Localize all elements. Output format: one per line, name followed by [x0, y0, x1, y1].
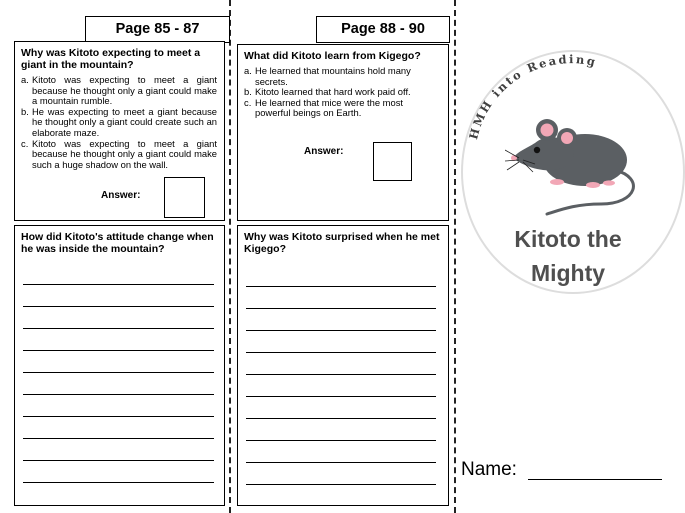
question-box-2 — [14, 225, 225, 506]
question-box-3 — [237, 44, 449, 221]
writing-line[interactable] — [23, 394, 214, 395]
option-b: b. He was expecting to meet a giant because he thought only a giant could create such an elaborate maze. — [21, 105, 217, 138]
book-title-line-1: Kitoto the — [514, 226, 622, 252]
writing-line[interactable] — [23, 284, 214, 285]
question-text: How did Kitoto's attitude change when he was inside the mountain? — [21, 231, 214, 255]
book-title-line-2: Mighty — [530, 260, 606, 286]
answer-box[interactable] — [373, 142, 412, 181]
option-c: c. He learned that mice were the most powerful beings on Earth. — [244, 96, 403, 119]
writing-line[interactable] — [23, 416, 214, 417]
writing-line[interactable] — [246, 484, 436, 485]
writing-line[interactable] — [246, 440, 436, 441]
writing-line[interactable] — [23, 306, 214, 307]
mouse-illustration — [505, 108, 645, 218]
option-c: c. Kitoto was expecting to meet a giant because he thought only a giant could make such a huge shadow on the wall. — [21, 137, 217, 170]
writing-line[interactable] — [23, 372, 214, 373]
question-text: What did Kitoto learn from Kigego? — [244, 50, 421, 62]
writing-line[interactable] — [246, 374, 436, 375]
answer-label: Answer: — [101, 190, 141, 201]
answer-box[interactable] — [164, 177, 205, 218]
answer-label: Answer: — [304, 146, 344, 157]
writing-line[interactable] — [23, 460, 214, 461]
writing-line[interactable] — [246, 286, 436, 287]
fold-line-left — [229, 0, 231, 513]
question-box-1 — [14, 41, 225, 221]
series-arc-text: HMH into Reading — [466, 52, 599, 141]
option-a: a. Kitoto was expecting to meet a giant because he thought only a giant could make a mountain rumble. — [21, 74, 217, 107]
option-a: a. He learned that mountains hold many secrets. — [244, 65, 411, 87]
name-field[interactable] — [528, 479, 662, 480]
writing-line[interactable] — [23, 438, 214, 439]
option-b: b. Kitoto learned that hard work paid off. — [244, 86, 411, 98]
writing-line[interactable] — [23, 328, 214, 329]
writing-line[interactable] — [246, 418, 436, 419]
writing-line[interactable] — [246, 308, 436, 309]
question-text: Why was Kitoto expecting to meet a giant in the mountain? — [21, 47, 201, 71]
name-label: Name: — [461, 459, 517, 480]
writing-line[interactable] — [23, 350, 214, 351]
writing-line[interactable] — [23, 482, 214, 483]
fold-line-right — [454, 0, 456, 513]
answer-options — [244, 66, 441, 119]
page-range-label-1: Page 85 - 87 — [85, 16, 230, 43]
writing-line[interactable] — [246, 330, 436, 331]
writing-line[interactable] — [246, 352, 436, 353]
answer-options — [21, 75, 217, 170]
writing-line[interactable] — [246, 462, 436, 463]
page-range-label-2: Page 88 - 90 — [316, 16, 450, 43]
question-text: Why was Kitoto surprised when he met Kigego? — [244, 231, 440, 255]
question-box-4 — [237, 225, 449, 506]
writing-line[interactable] — [246, 396, 436, 397]
